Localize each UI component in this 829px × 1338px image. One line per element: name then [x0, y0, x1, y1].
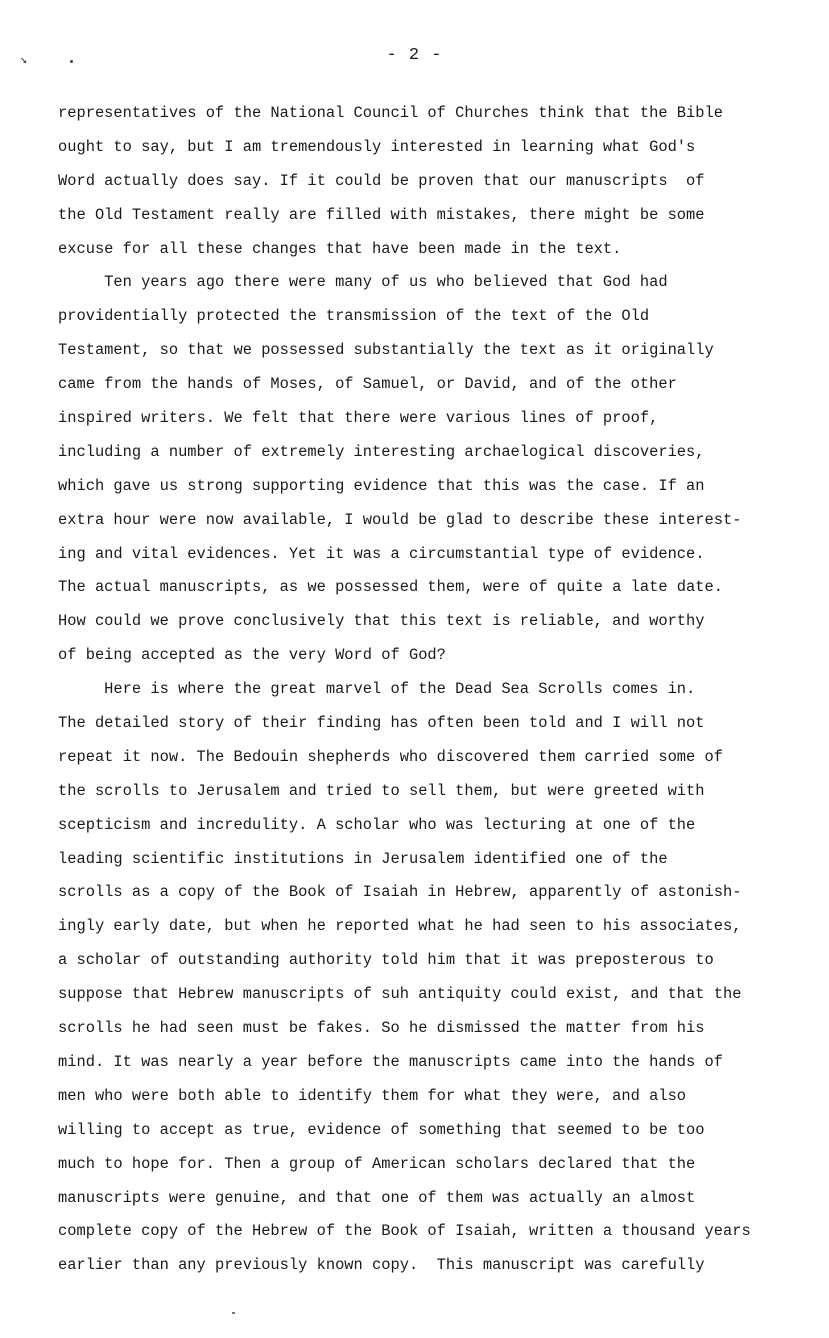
- text-line: Ten years ago there were many of us who believed that God had: [58, 273, 668, 292]
- text-line: much to hope for. Then a group of American scholars declared that the: [58, 1154, 696, 1173]
- text-line: scrolls as a copy of the Book of Isaiah in Hebrew, apparently of astonish-: [58, 883, 742, 902]
- text-line: Here is where the great marvel of the Dead Sea Scrolls comes in.: [58, 680, 696, 699]
- margin-pen-mark: ↘: [20, 53, 28, 67]
- text-line: suppose that Hebrew manuscripts of suh antiquity could exist, and that the: [58, 985, 742, 1004]
- text-line: willing to accept as true, evidence of something that seemed to be too: [58, 1120, 705, 1139]
- text-line: providentially protected the transmission of the text of the Old: [58, 307, 650, 326]
- text-line: leading scientific institutions in Jerusalem identified one of the: [58, 849, 668, 868]
- text-line: repeat it now. The Bedouin shepherds who discovered them carried some of: [58, 747, 723, 766]
- text-line: Testament, so that we possessed substantially the text as it originally: [58, 341, 714, 360]
- footer-dot: [232, 1312, 235, 1314]
- text-line: inspired writers. We felt that there were various lines of proof,: [58, 409, 659, 428]
- text-line: excuse for all these changes that have been made in the text.: [58, 239, 622, 258]
- text-line: scrolls he had seen must be fakes. So he dismissed the matter from his: [58, 1019, 705, 1038]
- text-line: scepticism and incredulity. A scholar who was lecturing at one of the: [58, 815, 696, 834]
- text-line: Word actually does say. If it could be proven that our manuscripts of: [58, 171, 705, 190]
- text-line: men who were both able to identify them for what they were, and also: [58, 1086, 687, 1105]
- page-number: - 2 -: [386, 46, 443, 65]
- text-line: representatives of the National Council of Churches think that the Bible: [58, 104, 723, 122]
- text-line: ing and vital evidences. Yet it was a circumstantial type of evidence.: [58, 544, 705, 563]
- text-line: a scholar of outstanding authority told him that it was preposterous to: [58, 951, 714, 970]
- text-line: ought to say, but I am tremendously interested in learning what God's: [58, 137, 696, 156]
- text-line: of being accepted as the very Word of God?: [58, 646, 446, 665]
- text-line: including a number of extremely interesting archaelogical discoveries,: [58, 442, 705, 461]
- text-line: mind. It was nearly a year before the manuscripts came into the hands of: [58, 1052, 723, 1071]
- text-line: ingly early date, but when he reported what he had seen to his associates,: [58, 917, 742, 936]
- text-line: complete copy of the Hebrew of the Book of Isaiah, written a thousand years: [58, 1222, 751, 1241]
- text-line: which gave us strong supporting evidence that this was the case. If an: [58, 476, 705, 495]
- text-line: The actual manuscripts, as we possessed them, were of quite a late date.: [58, 578, 723, 597]
- text-line: extra hour were now available, I would be glad to describe these interest-: [58, 510, 742, 529]
- text-line: came from the hands of Moses, of Samuel, or David, and of the other: [58, 375, 677, 394]
- text-line: manuscripts were genuine, and that one of them was actually an almost: [58, 1188, 696, 1207]
- body-text: [58, 97, 820, 1283]
- text-line: How could we prove conclusively that this text is reliable, and worthy: [58, 612, 705, 631]
- text-line: the Old Testament really are filled with mistakes, there might be some: [58, 205, 705, 224]
- text-line: The detailed story of their finding has often been told and I will not: [58, 714, 705, 733]
- text-line: earlier than any previously known copy. This manuscript was carefully: [58, 1256, 705, 1275]
- text-line: the scrolls to Jerusalem and tried to sell them, but were greeted with: [58, 781, 705, 800]
